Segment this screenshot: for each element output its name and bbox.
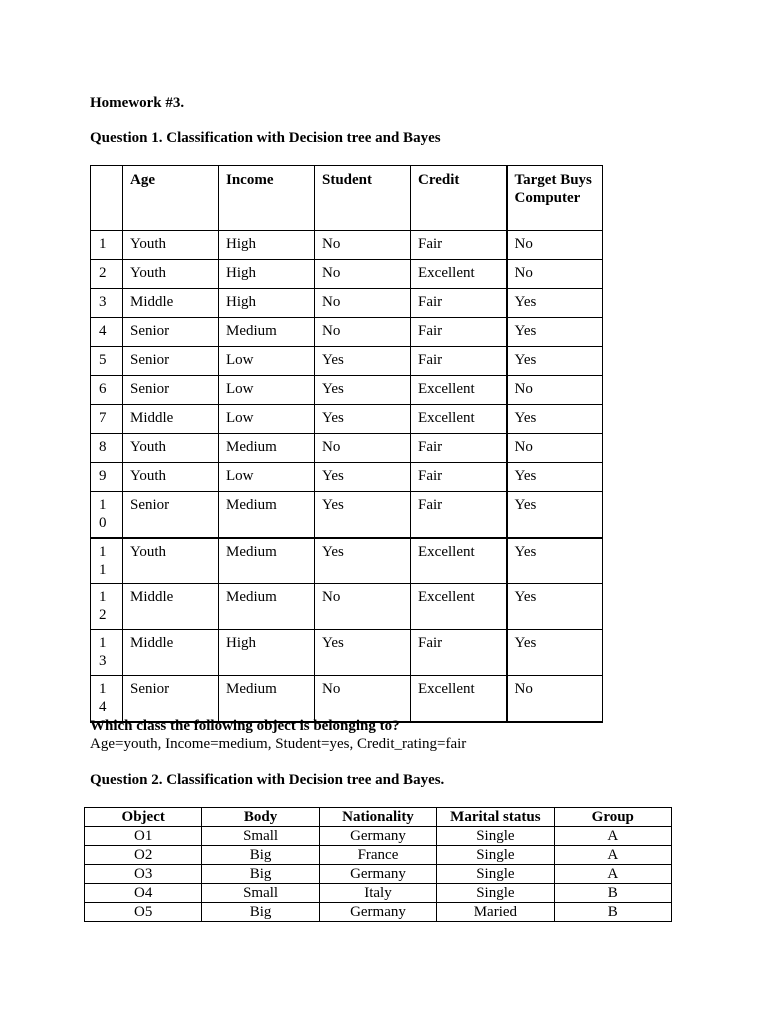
table-cell: Small [202, 827, 319, 846]
question-1-table [90, 165, 603, 723]
table-cell: No [315, 434, 411, 463]
row-number: 8 [99, 439, 107, 455]
table-cell: Germany [319, 827, 436, 846]
header-cell: Student [315, 166, 411, 231]
table-cell: Excellent [411, 538, 507, 584]
table-cell: Youth [123, 434, 219, 463]
table-cell: B [554, 884, 671, 903]
table-cell: A [554, 865, 671, 884]
row-number-cell [91, 260, 123, 289]
table-cell: Excellent [411, 584, 507, 630]
table-cell: Yes [315, 492, 411, 538]
header-cell: Income [219, 166, 315, 231]
table-cell: Germany [319, 903, 436, 922]
table-row [85, 846, 672, 865]
question-1-title: Question 1. Classification with Decision tree and Bayes [90, 130, 441, 146]
table-cell: O2 [85, 846, 202, 865]
table-cell: Low [219, 405, 315, 434]
row-number: 2 [99, 265, 107, 281]
table-row [91, 318, 603, 347]
row-number: 13 [99, 635, 107, 669]
table-cell: Excellent [411, 405, 507, 434]
table-row [91, 492, 603, 538]
row-number-cell [91, 492, 123, 538]
table-cell: Youth [123, 538, 219, 584]
table-cell: Senior [123, 492, 219, 538]
table-row [91, 289, 603, 318]
table-row [91, 231, 603, 260]
table-cell: Italy [319, 884, 436, 903]
table-row [85, 903, 672, 922]
table-cell: No [507, 676, 603, 722]
table-row [91, 376, 603, 405]
table-cell: Medium [219, 318, 315, 347]
table-cell: Senior [123, 376, 219, 405]
table-cell: Yes [315, 538, 411, 584]
table-cell: Yes [507, 584, 603, 630]
table-cell: No [507, 376, 603, 405]
table-cell: Fair [411, 289, 507, 318]
table-cell: Yes [507, 318, 603, 347]
header-cell: Group [554, 808, 671, 827]
table-cell: A [554, 827, 671, 846]
table-cell: Fair [411, 630, 507, 676]
table-cell: Excellent [411, 260, 507, 289]
header-cell: Nationality [319, 808, 436, 827]
table-cell: No [315, 584, 411, 630]
row-number: 9 [99, 468, 107, 484]
table-cell: Youth [123, 260, 219, 289]
table-cell: Medium [219, 584, 315, 630]
row-number: 7 [99, 410, 107, 426]
table-row [91, 405, 603, 434]
row-number: 12 [99, 589, 107, 623]
table-cell: No [315, 289, 411, 318]
header-cell: Marital status [437, 808, 554, 827]
table-cell: Youth [123, 463, 219, 492]
table-cell: No [507, 260, 603, 289]
header-cell [91, 166, 123, 231]
table-cell: Yes [507, 463, 603, 492]
table-cell: Medium [219, 676, 315, 722]
table-row [91, 584, 603, 630]
table-row [85, 827, 672, 846]
table-cell: Single [437, 846, 554, 865]
table-cell: Excellent [411, 676, 507, 722]
header-cell: Object [85, 808, 202, 827]
table-cell: Fair [411, 434, 507, 463]
table-cell: Medium [219, 434, 315, 463]
row-number-cell [91, 376, 123, 405]
table-cell: Excellent [411, 376, 507, 405]
header-cell: Body [202, 808, 319, 827]
row-number-cell [91, 347, 123, 376]
table-cell: Single [437, 884, 554, 903]
table-cell: Small [202, 884, 319, 903]
table-row [91, 260, 603, 289]
table-cell: Middle [123, 584, 219, 630]
table-row [91, 434, 603, 463]
table-cell: B [554, 903, 671, 922]
table-cell: Youth [123, 231, 219, 260]
row-number: 3 [99, 294, 107, 310]
row-number-cell [91, 584, 123, 630]
table-cell: High [219, 630, 315, 676]
table-cell: Fair [411, 347, 507, 376]
table-header-row [91, 166, 603, 231]
table-cell: Medium [219, 538, 315, 584]
table-cell: Fair [411, 463, 507, 492]
row-number-cell [91, 463, 123, 492]
header-cell: Credit [411, 166, 507, 231]
table-cell: Middle [123, 289, 219, 318]
table-cell: Senior [123, 347, 219, 376]
table-row [85, 865, 672, 884]
table-cell: Maried [437, 903, 554, 922]
table-cell: Yes [507, 289, 603, 318]
row-number-cell [91, 231, 123, 260]
row-number-cell [91, 538, 123, 584]
row-number: 4 [99, 323, 107, 339]
row-number-cell [91, 434, 123, 463]
table-cell: Yes [315, 376, 411, 405]
row-number-cell [91, 405, 123, 434]
table-row [91, 347, 603, 376]
table-cell: Middle [123, 405, 219, 434]
table-cell: O3 [85, 865, 202, 884]
table-cell: Single [437, 827, 554, 846]
row-number-cell [91, 318, 123, 347]
table-cell: High [219, 231, 315, 260]
row-number: 11 [99, 543, 107, 578]
header-cell: Target Buys Computer [507, 166, 603, 231]
table-cell: No [315, 260, 411, 289]
table-cell: Yes [315, 630, 411, 676]
table-cell: Fair [411, 318, 507, 347]
table-row [91, 538, 603, 584]
row-number: 5 [99, 352, 107, 368]
table-cell: Yes [315, 405, 411, 434]
table-cell: A [554, 846, 671, 865]
table-cell: Big [202, 846, 319, 865]
row-number-cell [91, 289, 123, 318]
table-cell: France [319, 846, 436, 865]
row-number: 14 [99, 681, 107, 715]
table-cell: No [315, 318, 411, 347]
table-cell: Big [202, 865, 319, 884]
table-cell: Fair [411, 492, 507, 538]
table-cell: No [507, 434, 603, 463]
table-row [91, 463, 603, 492]
question-prompt: Which class the following object is belonging to? [90, 718, 400, 734]
table-cell: High [219, 289, 315, 318]
table-cell: High [219, 260, 315, 289]
table-cell: Low [219, 463, 315, 492]
table-cell: Yes [315, 347, 411, 376]
row-number: 10 [99, 497, 107, 531]
table-cell: Yes [507, 347, 603, 376]
table-cell: O4 [85, 884, 202, 903]
table-cell: O1 [85, 827, 202, 846]
table-row [91, 676, 603, 722]
table-cell: Low [219, 347, 315, 376]
table-cell: Yes [315, 463, 411, 492]
table-cell: Middle [123, 630, 219, 676]
table-header-row [85, 808, 672, 827]
table-cell: O5 [85, 903, 202, 922]
table-row [85, 884, 672, 903]
table-cell: Fair [411, 231, 507, 260]
row-number-cell [91, 676, 123, 722]
table-cell: Big [202, 903, 319, 922]
row-number: 6 [99, 381, 107, 397]
table-cell: Yes [507, 405, 603, 434]
table-row [91, 630, 603, 676]
table-cell: Senior [123, 676, 219, 722]
question-2-table [84, 807, 672, 922]
table-cell: Yes [507, 630, 603, 676]
table-cell: No [507, 231, 603, 260]
homework-title: Homework #3. [90, 95, 185, 111]
query-object: Age=youth, Income=medium, Student=yes, Credit_rating=fair [90, 736, 467, 752]
table-cell: Yes [507, 538, 603, 584]
table-cell: Low [219, 376, 315, 405]
table-cell: Yes [507, 492, 603, 538]
table-cell: Germany [319, 865, 436, 884]
question-2-title: Question 2. Classification with Decision tree and Bayes. [90, 772, 445, 788]
table-cell: Senior [123, 318, 219, 347]
row-number: 1 [99, 236, 107, 252]
header-cell: Age [123, 166, 219, 231]
table-cell: Medium [219, 492, 315, 538]
table-cell: No [315, 676, 411, 722]
table-cell: No [315, 231, 411, 260]
table-cell: Single [437, 865, 554, 884]
row-number-cell [91, 630, 123, 676]
